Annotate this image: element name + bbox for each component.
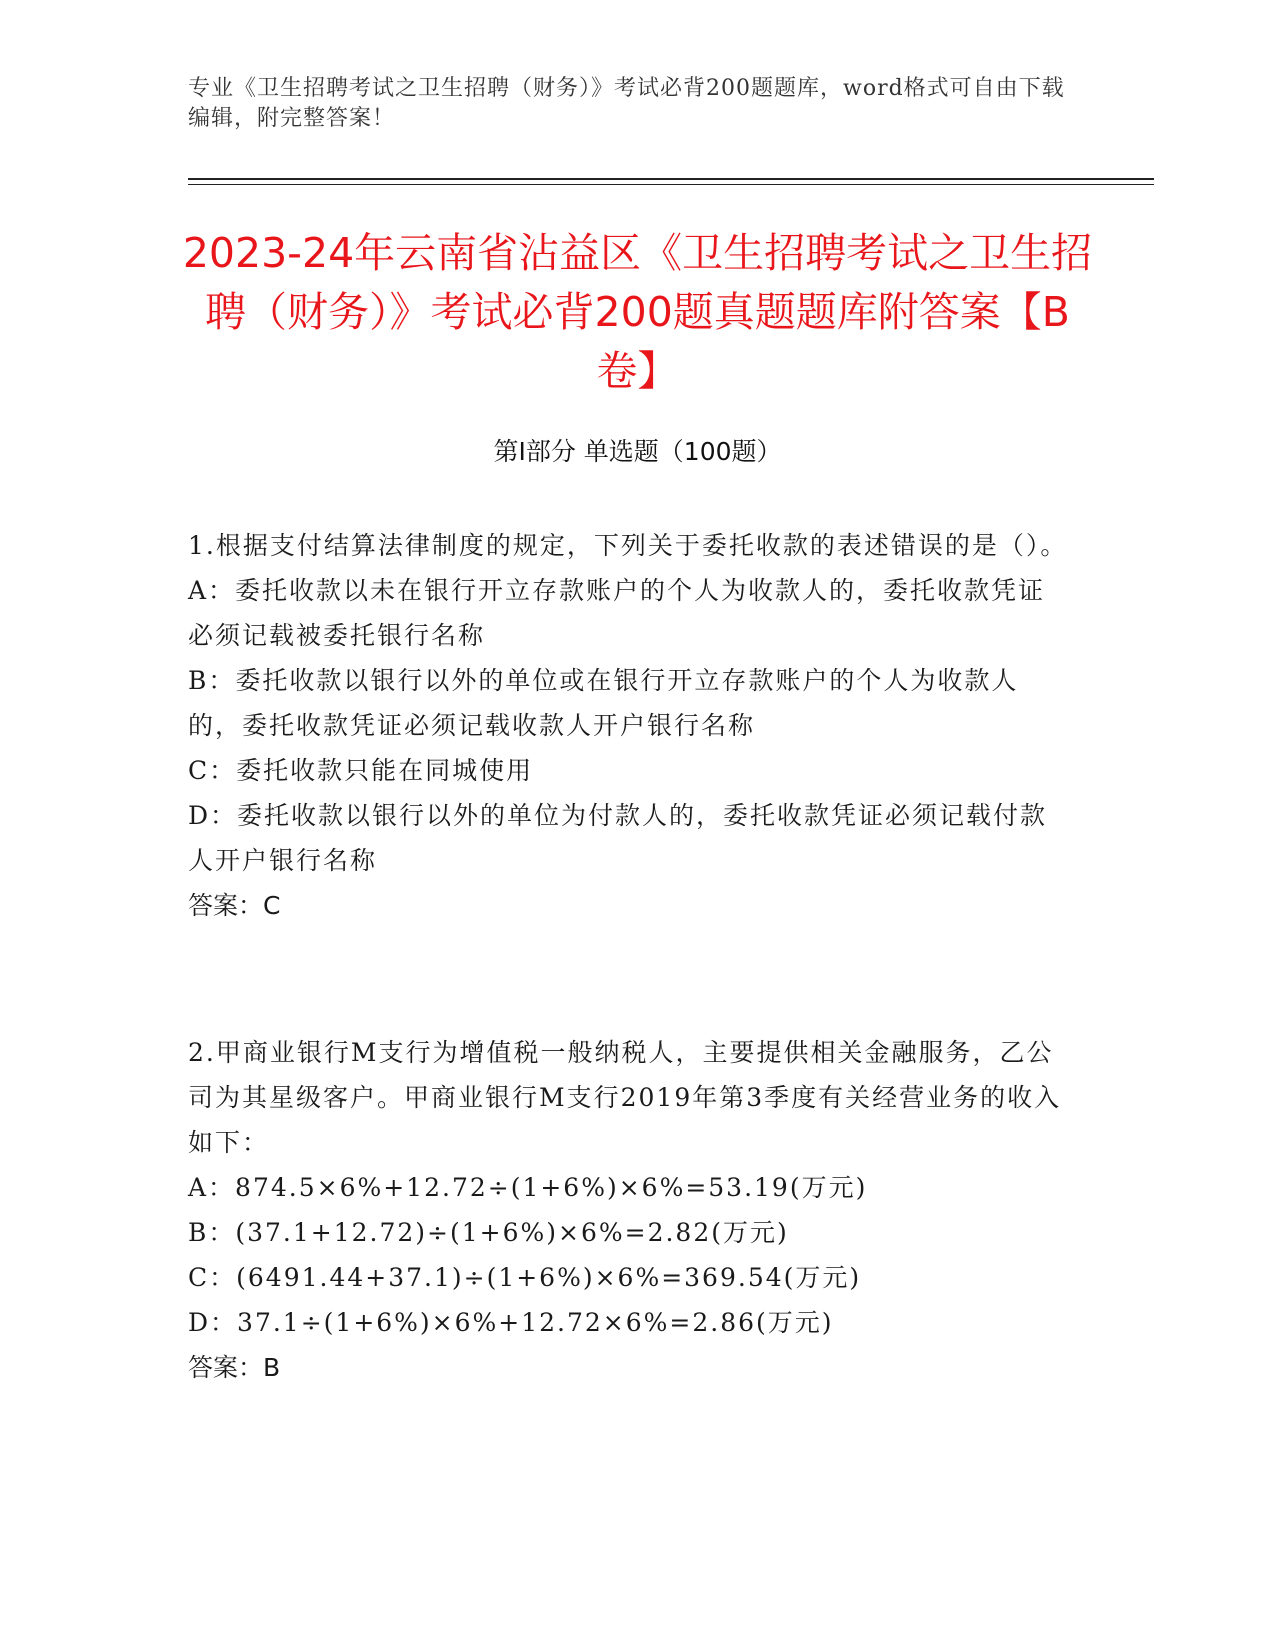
question-stem: 2.甲商业银行M支行为增值税一般纳税人，主要提供相关金融服务，乙公司为其星级客户。甲商业银行M支行2019年第3季度有关经营业务的收入如下： xyxy=(188,1038,1062,1157)
answer: 答案：B xyxy=(188,1353,281,1382)
option-a: A：874.5×6%+12.72÷(1+6%)×6%=53.19(万元) xyxy=(188,1173,868,1202)
option-b: B：(37.1+12.72)÷(1+6%)×6%=2.82(万元) xyxy=(188,1218,789,1247)
option-c: C：(6491.44+37.1)÷(1+6%)×6%=369.54(万元) xyxy=(188,1263,862,1292)
question-stem: 1.根据支付结算法律制度的规定，下列关于委托收款的表述错误的是（）。 xyxy=(188,531,1068,560)
option-c: C：委托收款只能在同城使用 xyxy=(188,756,534,785)
header-divider-thin xyxy=(188,184,1154,185)
header-note: 专业《卫生招聘考试之卫生招聘（财务）》考试必背200题题库，word格式可自由下载编辑，附完整答案！ xyxy=(188,76,1065,131)
option-d: D：37.1÷(1+6%)×6%+12.72×6%=2.86(万元) xyxy=(188,1308,834,1337)
header-divider-thick xyxy=(188,178,1154,180)
question-2 xyxy=(188,1030,1068,1390)
document-title: 2023-24年云南省沾益区《卫生招聘考试之卫生招聘（财务）》考试必背200题真题题库附答案【B卷】 xyxy=(182,229,1093,395)
option-b: B：委托收款以银行以外的单位或在银行开立存款账户的个人为收款人的，委托收款凭证必须记载收款人开户银行名称 xyxy=(188,666,1019,740)
option-d: D：委托收款以银行以外的单位为付款人的，委托收款凭证必须记载付款人开户银行名称 xyxy=(188,801,1048,875)
section-title: 第Ⅰ部分 单选题（100题） xyxy=(493,437,782,466)
answer: 答案：C xyxy=(188,891,281,920)
option-a: A：委托收款以未在银行开立存款账户的个人为收款人的，委托收款凭证必须记载被委托银行名称 xyxy=(188,576,1046,650)
question-1 xyxy=(188,523,1068,928)
